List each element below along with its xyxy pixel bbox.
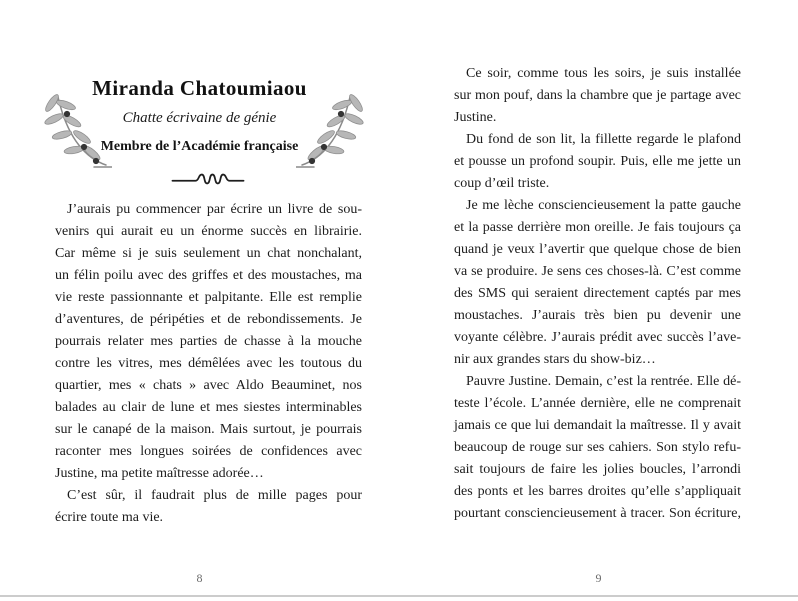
text-line: quand je veux l’avertir que quelque chose de bien	[454, 242, 741, 257]
text-line: d’aventures, de péripéties et de rebondissements. Je	[55, 312, 362, 327]
text-line: raconter mes longues soirées de confidences avec	[55, 444, 362, 459]
text-line: coup d’œil triste.	[454, 176, 550, 191]
bottom-edge-line	[0, 595, 798, 597]
text-line: écrire toute ma vie.	[55, 510, 164, 525]
author-header	[0, 0, 399, 190]
text-line: Pauvre Justine. Demain, c’est la rentrée. Elle dé-	[466, 374, 741, 389]
page-right	[399, 0, 798, 601]
text-line: et pousse un profond soupir. Puis, elle me jette un	[454, 154, 741, 169]
text-line: quartier, mes « chats » avec Aldo Beauminet, nos	[55, 378, 362, 393]
right-page-text	[454, 63, 741, 525]
text-line: des SMS qui seraient directement captés par mes	[454, 286, 741, 301]
text-line: J’aurais pu commencer par écrire un livre de sou-	[67, 202, 362, 217]
text-line: Car même si je suis seulement un chat nonchalant,	[55, 246, 362, 261]
text-line: sait toujours de faire les jolies boucles, l’arrondi	[454, 462, 741, 477]
text-line: Justine, ma petite maîtresse adorée…	[55, 466, 264, 481]
text-line: jamais ce que lui demandait la maîtresse. Il y avait	[454, 418, 741, 433]
text-line: teste l’école. L’année dernière, elle ne comprenait	[454, 396, 741, 411]
text-line: Je me lèche consciencieusement la patte gauche	[466, 198, 741, 213]
squiggle-rule-icon	[170, 171, 246, 187]
text-line: pourtant consciencieusement à tracer. Son écriture,	[454, 506, 741, 521]
text-line: sur mon pouf, dans la chambre que je partage avec	[454, 88, 741, 103]
page-number-left: 8	[196, 571, 203, 585]
text-line: beaucoup de rouge sur ses cahiers. Son stylo refu-	[454, 440, 741, 455]
text-line: moustaches. J’aurais très bien pu devenir une	[454, 308, 741, 323]
page-number-right: 9	[595, 571, 602, 585]
text-line: C’est sûr, il faudrait plus de mille pages pour	[67, 488, 362, 503]
author-role: Chatte écrivaine de génie	[122, 110, 277, 126]
text-line: va se produire. Je sens ces choses-là. C’est comme	[454, 264, 741, 279]
text-line: venirs qui aurait eu un énorme succès en librairie.	[55, 224, 362, 239]
text-line: sur le canapé de la maison. Mais surtout, je pourrais	[55, 422, 362, 437]
text-line: des ponts et les barres droites qu’elle s’appliquait	[454, 484, 741, 499]
text-line: contre les vitres, mes démêlées avec les toutous du	[55, 356, 362, 371]
author-membership: Membre de l’Académie française	[100, 139, 299, 154]
text-line: nir aux grandes stars du show-biz…	[454, 352, 656, 367]
text-line: vie reste passionnante et palpitante. Elle est remplie	[55, 290, 362, 305]
text-line: Ce soir, comme tous les soirs, je suis installée	[466, 66, 741, 81]
text-line: balades au clair de lune et mes siestes interminables	[55, 400, 362, 415]
text-line: voyante célèbre. J’aurais prédit avec succès l’ave-	[454, 330, 741, 345]
text-line: pourrais relater mes parties de chasse à la mouche	[55, 334, 362, 349]
author-name: Miranda Chatoumiaou	[92, 76, 307, 100]
text-line: Justine.	[454, 110, 497, 125]
olive-branch-icon	[296, 87, 372, 172]
text-line: Du fond de son lit, la fillette regarde le plafond	[466, 132, 741, 147]
text-line: et la passe derrière mon oreille. Je fais toujours ça	[454, 220, 741, 235]
text-line: un félin poilu avec des griffes et des moustaches, ma	[55, 268, 362, 283]
left-page-text	[55, 199, 362, 529]
